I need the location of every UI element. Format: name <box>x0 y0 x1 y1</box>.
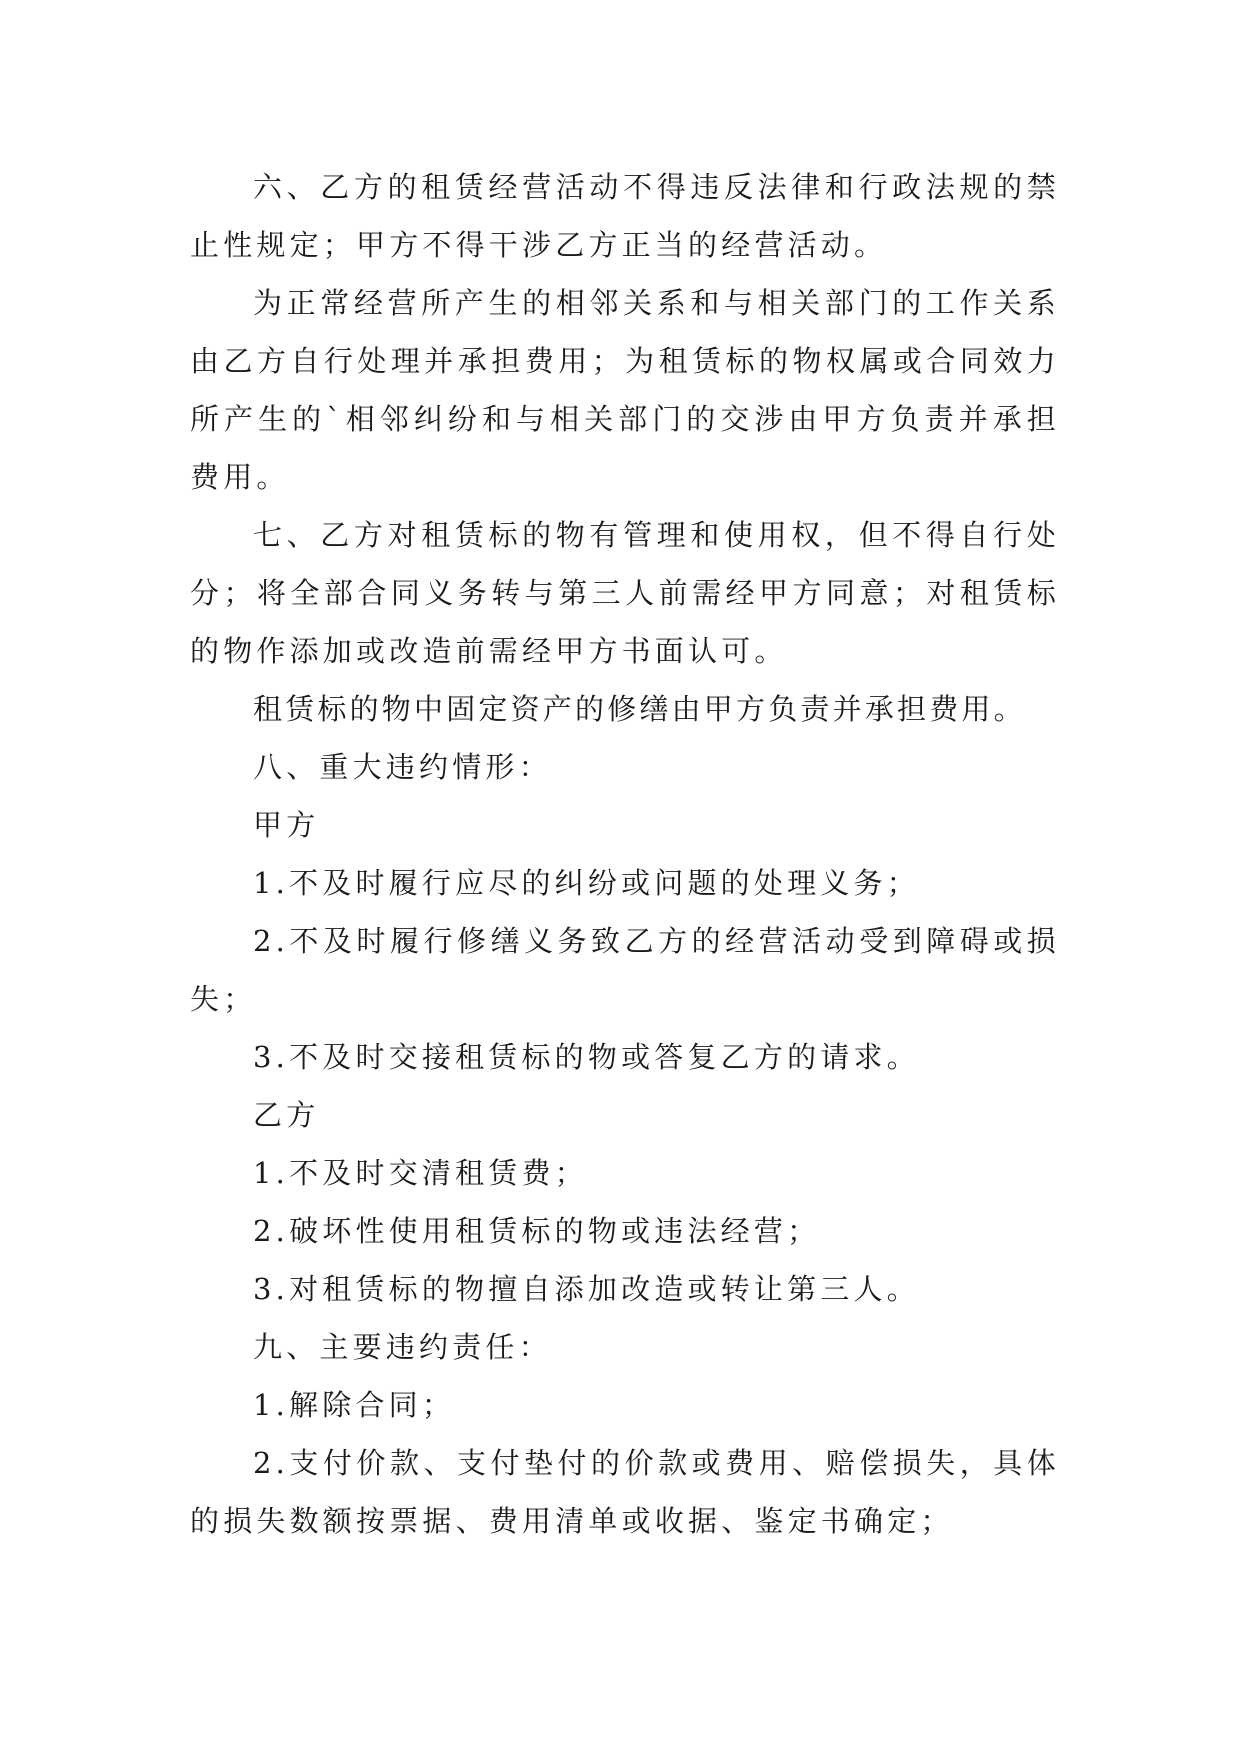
paragraph-party-b-item-2: 2.破坏性使用租赁标的物或违法经营； <box>253 1214 821 1248</box>
paragraph-liability-item-2: 2.支付价款、支付垫付的价款或费用、赔偿损失，具体的损失数额按票据、费用清单或收据、鉴定书确定； <box>190 1446 1060 1538</box>
paragraph-clause-6-relations: 为正常经营所产生的相邻关系和与相关部门的工作关系由乙方自行处理并承担费用；为租赁标的物权属或合同效力所产生的`相邻纠纷和与相关部门的交涉由甲方负责并承担费用。 <box>190 286 1060 494</box>
paragraph-clause-7-repairs: 租赁标的物中固定资产的修缮由甲方负责并承担费用。 <box>253 692 1026 726</box>
paragraph-party-b-item-3: 3.对租赁标的物擅自添加改造或转让第三人。 <box>253 1272 920 1306</box>
paragraph-party-b-heading: 乙方 <box>253 1098 320 1132</box>
paragraph-party-b-item-1: 1.不及时交清租赁费； <box>253 1156 588 1190</box>
paragraph-clause-8-heading: 八、重大违约情形： <box>253 750 552 784</box>
paragraph-party-a-item-1: 1.不及时履行应尽的纠纷或问题的处理义务； <box>253 866 920 900</box>
paragraph-liability-item-1: 1.解除合同； <box>253 1388 456 1422</box>
paragraph-party-a-item-3: 3.不及时交接租赁标的物或答复乙方的请求。 <box>253 1040 920 1074</box>
paragraph-clause-7: 七、乙方对租赁标的物有管理和使用权，但不得自行处分；将全部合同义务转与第三人前需经甲方同意；对租赁标的物作添加或改造前需经甲方书面认可。 <box>190 518 1060 668</box>
paragraph-party-a-item-2: 2.不及时履行修缮义务致乙方的经营活动受到障碍或损失； <box>190 924 1060 1016</box>
document-page <box>190 158 1060 1550</box>
paragraph-clause-6: 六、乙方的租赁经营活动不得违反法律和行政法规的禁止性规定；甲方不得干涉乙方正当的经营活动。 <box>190 170 1060 262</box>
paragraph-party-a-heading: 甲方 <box>253 808 320 842</box>
paragraph-clause-9-heading: 九、主要违约责任： <box>253 1330 552 1364</box>
